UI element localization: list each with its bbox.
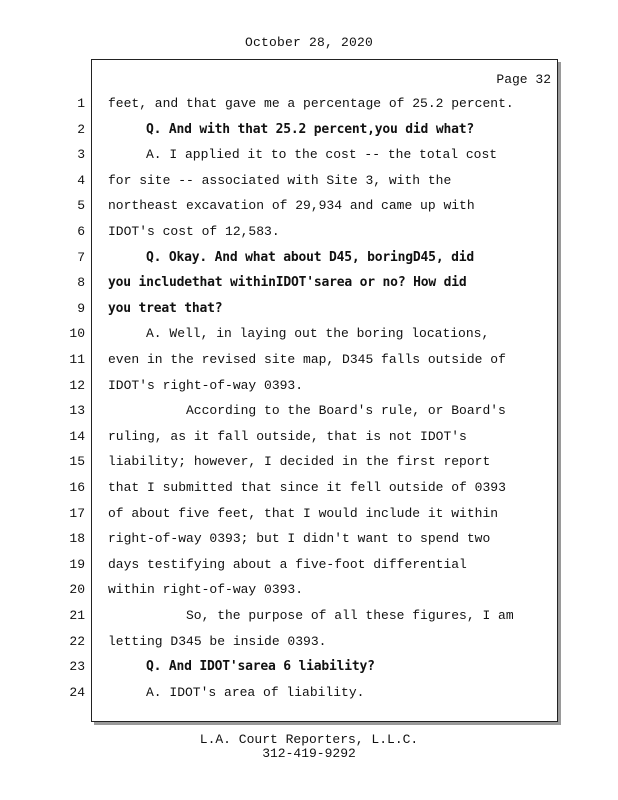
line-text: Q. Okay. And what about D45, boringD45, did [146,249,474,265]
line-text: that I submitted that since it fell outside of 0393 [108,480,506,495]
line-text: A. Well, in laying out the boring locations, [146,326,490,342]
line-text: IDOT's cost of 12,583. [108,224,280,239]
line-number: 7 [77,249,85,265]
line-number: 13 [69,403,85,419]
line-text: So, the purpose of all these figures, I am [186,608,514,623]
line-text: Q. And with that 25.2 percent,you did what? [146,121,474,137]
line-text: ruling, as it fall outside, that is not IDOT's [108,428,467,444]
line-text: IDOT's right-of-way 0393. [108,377,304,393]
line-text: right-of-way 0393; but I didn't want to spend two [108,531,491,547]
line-number: 15 [69,454,85,470]
line-text: Q. And IDOT'sarea 6 liability? [146,659,375,675]
line-number: 8 [77,275,85,291]
line-text: for site -- associated with Site 3, with the [108,172,452,188]
line-number: 17 [69,505,85,521]
footer-phone: 312-419-9292 [262,746,356,761]
line-number: 10 [69,326,85,342]
line-text: northeast excavation of 29,934 and came up with [108,198,475,214]
header-date: October 28, 2020 [244,35,374,50]
line-number: 24 [69,684,85,700]
line-text: days testifying about a five-foot differential [108,556,467,572]
line-number: 1 [77,96,85,111]
line-text: within right-of-way 0393. [108,582,304,598]
footer-company: L.A. Court Reporters, L.L.C. [199,732,419,747]
line-text: of about five feet, that I would include it within [108,505,499,521]
line-text: feet, and that gave me a percentage of 25.2 percent. [108,96,514,111]
line-text: even in the revised site map, D345 falls outside of [108,352,506,367]
line-text: you treat that? [108,300,223,316]
line-number: 16 [69,480,85,495]
line-text: According to the Board's rule, or Board's [186,403,506,419]
line-number: 5 [77,198,85,214]
line-number: 2 [77,121,85,137]
line-text: A. IDOT's area of liability. [146,684,365,700]
page-number: Page 32 [496,72,551,87]
line-number: 6 [77,224,85,239]
line-number: 20 [69,582,85,598]
line-text: letting D345 be inside 0393. [108,633,327,649]
line-number: 9 [77,300,85,316]
line-number: 21 [69,608,85,623]
line-text: liability; however, I decided in the first report [108,454,491,470]
footer [0,733,618,761]
line-number: 3 [77,147,85,163]
line-text: you includethat withinIDOT'sarea or no? How did [108,275,467,291]
transcript-page [69,59,558,722]
line-number: 4 [77,172,85,188]
line-number: 14 [69,428,85,444]
line-number: 18 [69,531,85,547]
line-text: A. I applied it to the cost -- the total cost [146,147,498,163]
line-number: 12 [69,377,85,393]
line-number: 22 [69,633,85,649]
line-number: 11 [69,352,85,367]
line-number: 23 [69,659,85,675]
line-number: 19 [69,556,85,572]
